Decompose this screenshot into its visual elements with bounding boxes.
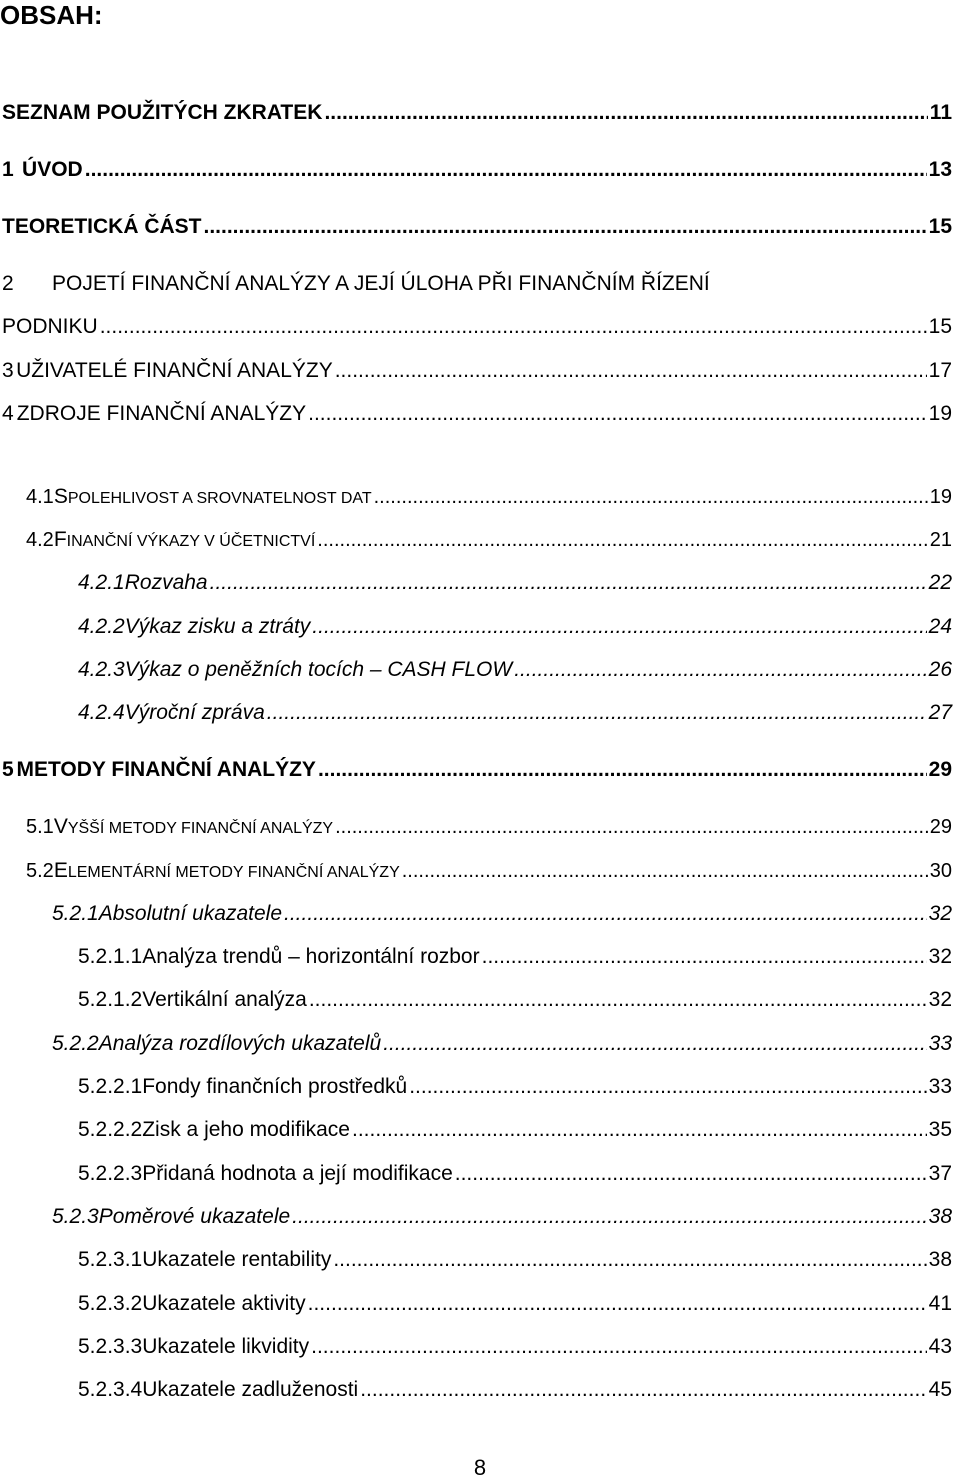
toc-entry-title: Zisk a jeho modifikace [142,1118,350,1141]
toc-leader [100,312,927,342]
toc-entry-5[interactable] [2,755,952,785]
toc-entry-page: 19 [928,402,952,425]
toc-entry-title: Analýza rozdílových ukazatelů [98,1032,382,1055]
toc-entry-4-1[interactable] [26,482,952,514]
toc-entry-5-2-3-3[interactable] [78,1332,952,1362]
toc-entry-title-continuation: PODNIKU [2,315,98,338]
toc-leader [455,1159,927,1189]
toc-entry-page: 32 [928,902,952,925]
toc-heading: OBSAH: [0,0,103,30]
toc-leader [284,899,927,929]
toc-entry-number: 5.2 [26,860,54,882]
toc-leader [360,1375,926,1405]
toc-entry-number: 4.2 [26,529,54,551]
toc-entry-page: 38 [928,1205,952,1228]
toc-entry-title: Rozvaha [124,571,208,594]
toc-leader [335,812,928,842]
toc-entry-4-2-3[interactable] [78,655,952,685]
toc-entry-page: 26 [928,658,952,681]
toc-leader [374,482,928,512]
toc-entry-page: 29 [928,758,952,781]
page-number: 8 [473,1455,487,1480]
toc-entry-number: 5.2.3.1 [78,1248,143,1271]
toc-entry-number: 5.2.2.1 [78,1075,143,1098]
toc-leader [482,942,927,972]
toc-entry-page: 17 [928,359,952,382]
toc-leader [309,985,927,1015]
toc-leader [317,525,927,555]
toc-leader [409,1072,926,1102]
toc-entry-2-continuation[interactable] [2,312,952,342]
toc-entry-title: Ukazatele aktivity [142,1292,306,1315]
toc-entry-number: 5 [2,758,14,781]
toc-entry-title [54,812,333,844]
toc-entry-4-2[interactable] [26,525,952,557]
toc-entry-number: 5.2.2 [52,1032,99,1055]
toc-entry-title: ZDROJE FINANČNÍ ANALÝZY [16,402,307,425]
toc-entry-4-2-2[interactable] [78,612,952,642]
toc-entry-4-2-4[interactable] [78,698,952,728]
toc-entry-title-initial: E [53,859,68,882]
toc-leader [292,1202,926,1232]
toc-entry-title: POJETÍ FINANČNÍ ANALÝZY A JEJÍ ÚLOHA PŘI FINANČNÍM ŘÍZENÍ [52,272,710,295]
toc-entry-title-initial: V [53,815,68,838]
toc-entry-title: Poměrové ukazatele [98,1205,291,1228]
toc-entry-page: 32 [928,945,952,968]
toc-leader [210,568,927,598]
toc-entry-title-rest: YŠŠÍ METODY FINANČNÍ ANALÝZY [67,820,334,837]
toc-leader [352,1115,927,1145]
toc-entry-5-2-1-2[interactable] [78,985,952,1015]
toc-entry-title: Analýza trendů – horizontální rozbor [142,945,480,968]
toc-entry-page: 30 [929,860,952,882]
toc-leader [402,856,928,886]
toc-entry-page: 29 [929,816,952,838]
toc-entry-number: 5.2.2.3 [78,1162,143,1185]
toc-entry-page: 45 [928,1378,952,1401]
toc-entry-title: Ukazatele rentability [142,1248,332,1271]
toc-entry-title-initial: F [53,528,67,551]
toc-entry-number: 4.2.4 [78,701,125,724]
toc-entry-title-initial: S [53,485,68,508]
toc-entry-number: 5.2.3 [52,1205,99,1228]
toc-leader [267,698,927,728]
toc-entry-4[interactable] [2,399,952,429]
toc-leader [312,612,926,642]
toc-entry-title [54,482,372,514]
toc-entry-title-rest: INANČNÍ VÝKAZY V ÚČETNICTVÍ [66,533,316,550]
toc-leader [324,98,927,128]
toc-entry-page: 37 [928,1162,952,1185]
toc-entry-1[interactable] [2,155,952,185]
toc-entry-page: 41 [928,1292,952,1315]
toc-entry-theory[interactable] [2,212,952,242]
toc-entry-5-2-3-1[interactable] [78,1245,952,1275]
toc-entry-title: Absolutní ukazatele [98,902,283,925]
toc-entry-5-2-2-1[interactable] [78,1072,952,1102]
toc-entry-number: 5.2.1 [52,902,99,925]
toc-entry-number: 5.2.1.1 [78,945,143,968]
toc-entry-page: 35 [928,1118,952,1141]
toc-entry-5-2-3-4[interactable] [78,1375,952,1405]
toc-leader [514,655,926,685]
toc-entry-title: Ukazatele likvidity [142,1335,310,1358]
toc-leader [318,755,927,785]
toc-entry-4-2-1[interactable] [78,568,952,598]
toc-entry-abbreviations[interactable] [2,98,952,128]
toc-leader [308,399,927,429]
toc-entry-page: 43 [928,1335,952,1358]
toc-entry-page: 13 [928,158,952,181]
toc-entry-5-2-2-2[interactable] [78,1115,952,1145]
toc-entry-number: 5.2.3.2 [78,1292,143,1315]
toc-entry-5-2-3-2[interactable] [78,1289,952,1319]
toc-entry-number: 5.1 [26,816,54,838]
toc-entry-number: 4 [2,402,14,425]
toc-leader [311,1332,927,1362]
toc-entry-5-2-1-1[interactable] [78,942,952,972]
toc-leader [335,356,927,386]
toc-entry-number: 5.2.1.2 [78,988,143,1011]
toc-entry-3[interactable] [2,356,952,386]
toc-entry-title: UŽIVATELÉ FINANČNÍ ANALÝZY [16,359,333,382]
toc-entry-page: 27 [928,701,952,724]
toc-entry-title-rest: LEMENTÁRNÍ METODY FINANČNÍ ANALÝZY [67,864,400,881]
toc-leader [308,1289,927,1319]
toc-entry-page: 19 [929,486,952,508]
toc-entry-page: 33 [928,1032,952,1055]
toc-entry-page: 22 [928,571,952,594]
toc-entry-number: 3 [2,359,14,382]
toc-entry-title: Výkaz zisku a ztráty [124,615,311,638]
toc-leader [333,1245,926,1275]
toc-entry-number: 4.2.1 [78,571,125,594]
toc-entry-number: 5.2.3.3 [78,1335,143,1358]
toc-entry-title: ÚVOD [22,158,83,181]
toc-entry-page: 15 [928,215,952,238]
toc-entry-5-2-2[interactable] [52,1029,952,1059]
toc-entry-number: 2 [2,272,14,295]
toc-entry-title-rest: POLEHLIVOST A SROVNATELNOST DAT [67,490,372,507]
toc-entry-page: 15 [928,315,952,338]
toc-entry-title: Ukazatele zadluženosti [142,1378,359,1401]
toc-entry-title [54,525,315,557]
toc-entry-title [54,856,400,888]
toc-entry-title: METODY FINANČNÍ ANALÝZY [16,758,316,781]
toc-entry-page: 38 [928,1248,952,1271]
toc-entry-title: Vertikální analýza [142,988,307,1011]
toc-leader [383,1029,926,1059]
toc-entry-title: Fondy finančních prostředků [142,1075,408,1098]
toc-entry-5-2-3[interactable] [52,1202,952,1232]
toc-entry-title: Výroční zpráva [124,701,265,724]
toc-entry-page: 33 [928,1075,952,1098]
toc-entry-number: 4.2.2 [78,615,125,638]
toc-entry-title: Výkaz o peněžních tocích – CASH FLOW [124,658,513,681]
toc-entry-page: 11 [929,101,952,124]
toc-entry-title: SEZNAM POUŽITÝCH ZKRATEK [2,101,323,124]
toc-entry-number: 4.2.3 [78,658,125,681]
toc-entry-title: Přidaná hodnota a její modifikace [142,1162,453,1185]
toc-entry-number: 1 [2,158,14,181]
toc-entry-page: 24 [928,615,952,638]
toc-entry-5-2-1[interactable] [52,899,952,929]
toc-entry-2[interactable] [2,269,952,299]
toc-leader [204,212,927,242]
toc-entry-number: 5.2.3.4 [78,1378,143,1401]
toc-entry-5-2[interactable] [26,856,952,888]
toc-entry-page: 21 [929,529,952,551]
toc-entry-page: 32 [928,988,952,1011]
toc-entry-number: 5.2.2.2 [78,1118,143,1141]
toc-entry-title: TEORETICKÁ ČÁST [2,215,202,238]
toc-leader [85,155,927,185]
toc-entry-5-2-2-3[interactable] [78,1159,952,1189]
toc-entry-number: 4.1 [26,486,54,508]
toc-entry-5-1[interactable] [26,812,952,844]
